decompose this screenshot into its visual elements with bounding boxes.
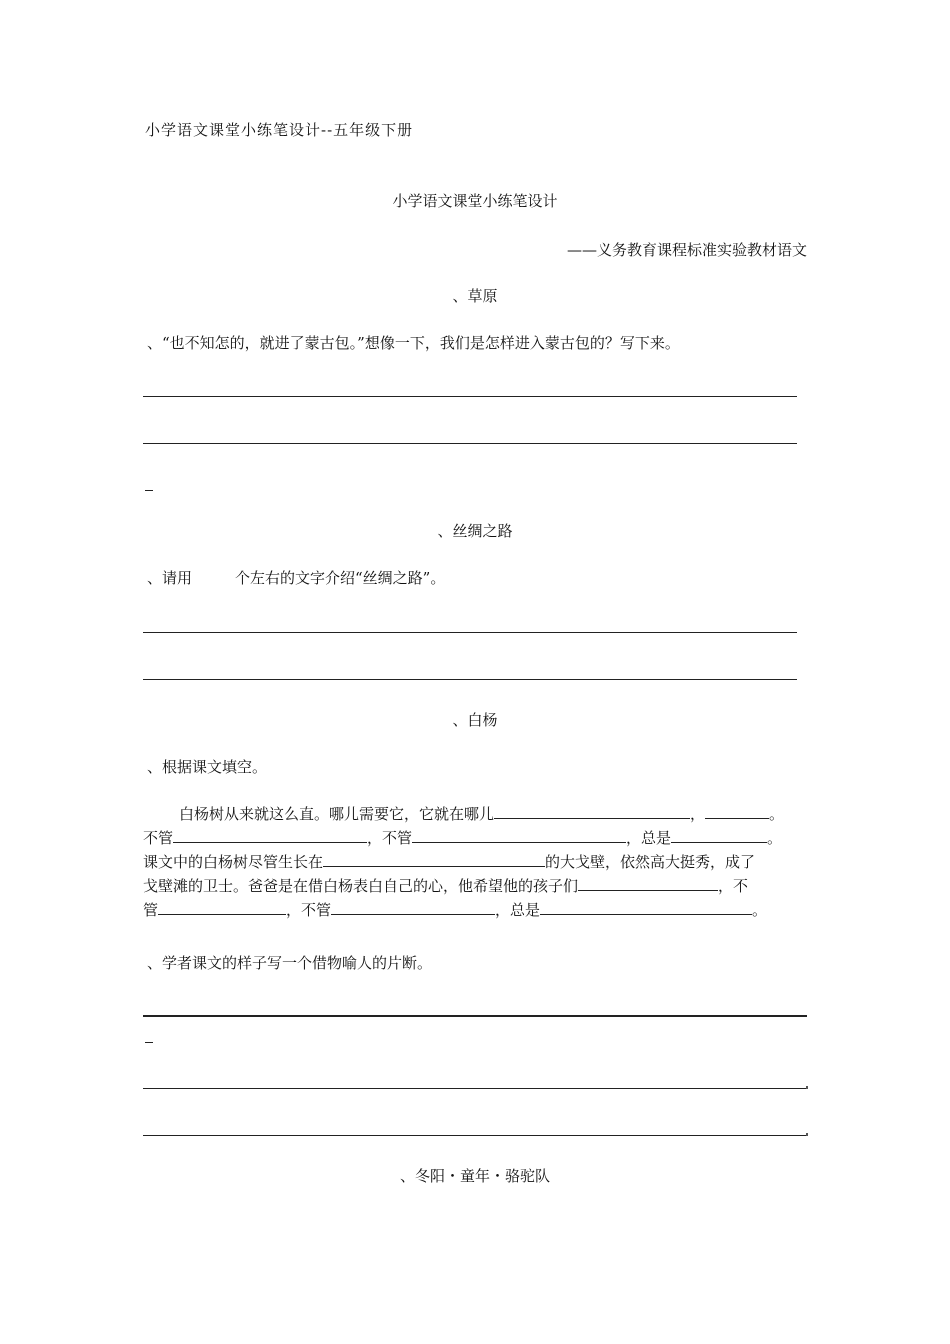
paragraph-text: 。 <box>752 901 768 919</box>
paragraph-text: 不管 <box>143 829 174 847</box>
section-heading-winter-sun: 、冬阳・童年・骆驼队 <box>399 1167 550 1185</box>
fill-in-paragraph <box>143 802 807 922</box>
question-text: 个左右的文字介绍“丝绸之路”。 <box>235 569 446 587</box>
paragraph-text: ，不管 <box>286 901 332 919</box>
paragraph-text: ，总是 <box>495 901 541 919</box>
answer-line[interactable] <box>143 1135 807 1136</box>
fill-blank[interactable] <box>705 802 769 819</box>
paragraph-text: ，不 <box>718 877 749 895</box>
fill-blank[interactable] <box>158 898 286 915</box>
question-text: 、“也不知怎的，就进了蒙古包。”想像一下，我们是怎样进入蒙古包的？写下来。 <box>147 334 680 352</box>
question-text: 、学者课文的样子写一个借物喻人的片断。 <box>147 954 433 972</box>
paragraph-line <box>143 898 807 922</box>
section-heading-poplar: 、白杨 <box>452 711 498 729</box>
paragraph-text: ， <box>690 805 706 823</box>
line-end-mark <box>806 1086 808 1089</box>
question-text: 、请用 <box>147 569 193 587</box>
paragraph-line <box>143 802 807 826</box>
paragraph-text: 。 <box>767 829 783 847</box>
document-header-title: 小学语文课堂小练笔设计--五年级下册 <box>145 121 414 139</box>
fill-blank[interactable] <box>578 874 718 891</box>
paragraph-text: ，不管 <box>367 829 413 847</box>
answer-line[interactable] <box>143 396 797 397</box>
section-heading-grassland: 、草原 <box>452 287 498 305</box>
fill-blank[interactable] <box>412 826 626 843</box>
answer-line[interactable] <box>143 632 797 633</box>
answer-line[interactable] <box>143 1015 807 1017</box>
answer-line-stub <box>145 490 153 491</box>
answer-line[interactable] <box>143 1088 807 1089</box>
question-text: 、根据课文填空。 <box>147 758 268 776</box>
paragraph-line <box>143 850 807 874</box>
paragraph-text: 课文中的白杨树尽管生长在 <box>143 853 324 871</box>
answer-line-stub <box>145 1042 153 1043</box>
fill-blank[interactable] <box>671 826 767 843</box>
paragraph-text: 。 <box>769 805 785 823</box>
fill-blank[interactable] <box>494 802 690 819</box>
paragraph-line <box>143 826 807 850</box>
fill-blank[interactable] <box>173 826 367 843</box>
paragraph-text: ，总是 <box>626 829 672 847</box>
fill-blank[interactable] <box>540 898 752 915</box>
fill-blank[interactable] <box>331 898 495 915</box>
answer-line[interactable] <box>143 443 797 444</box>
paragraph-line <box>143 874 807 898</box>
section-heading-silk-road: 、丝绸之路 <box>437 522 513 540</box>
paragraph-text: 管 <box>143 901 159 919</box>
answer-line[interactable] <box>143 679 797 680</box>
main-title: 小学语文课堂小练笔设计 <box>392 192 558 210</box>
paragraph-text: 戈壁滩的卫士。爸爸是在借白杨表白自己的心，他希望他的孩子们 <box>143 877 579 895</box>
paragraph-text: 的大戈壁，依然高大挺秀，成了 <box>545 853 756 871</box>
fill-blank[interactable] <box>323 850 545 867</box>
paragraph-text: 白杨树从来就这么直。哪儿需要它，它就在哪儿 <box>179 805 495 823</box>
line-end-mark <box>806 1133 808 1136</box>
subtitle: ——义务教育课程标准实验教材语文 <box>566 241 807 259</box>
